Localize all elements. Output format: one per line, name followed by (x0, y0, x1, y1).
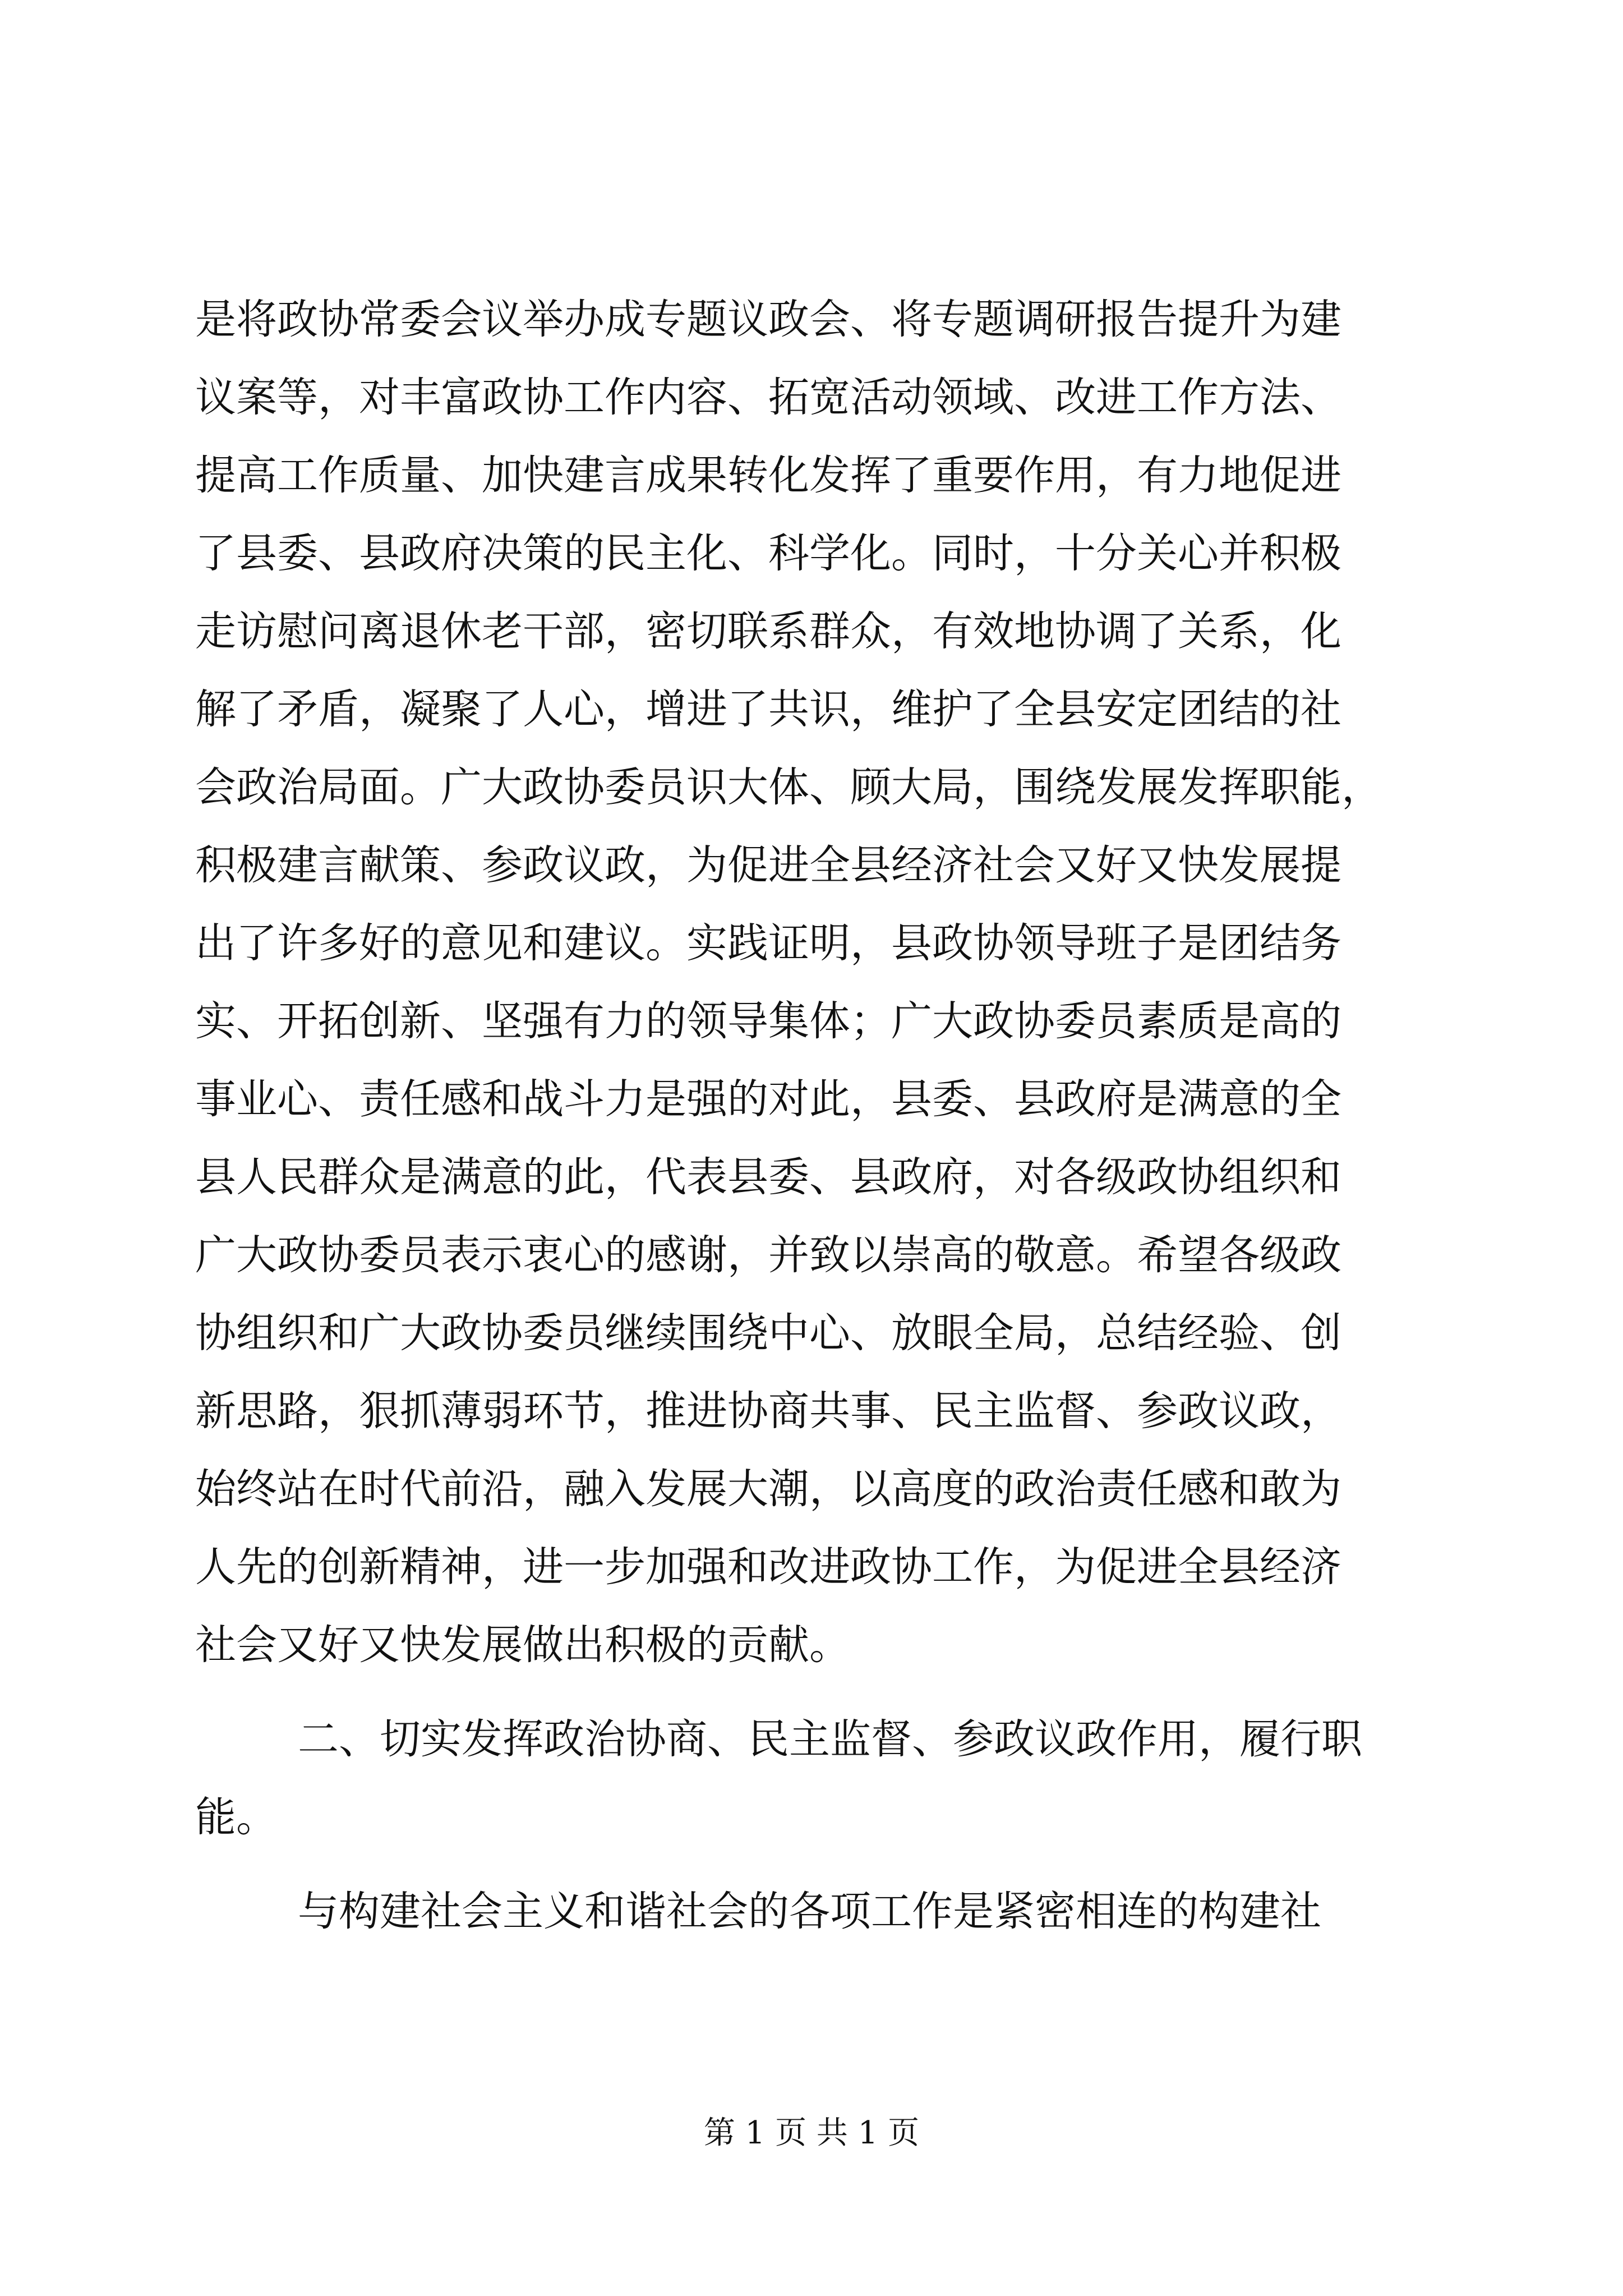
text-line: 提高工作质量、加快建言成果转化发挥了重要作用，有力地促进 (195, 452, 1341, 499)
text-line: 走访慰问离退休老干部，密切联系群众，有效地协调了关系，化 (195, 608, 1341, 655)
document-body (195, 292, 1429, 1962)
text-line: 出了许多好的意见和建议。实践证明，县政协领导班子是团结务 (195, 919, 1341, 967)
text-line: 会政治局面。广大政协委员识大体、顾大局，围绕发展发挥职能， (195, 763, 1382, 811)
text-line: 实、开拓创新、坚强有力的领导集体；广大政协委员素质是高的 (195, 997, 1341, 1045)
section-heading-line: 二、切实发挥政治协商、民主监督、参政议政作用，履行职 (298, 1715, 1362, 1763)
text-line: 了县委、县政府决策的民主化、科学化。同时，十分关心并积极 (195, 530, 1341, 577)
section-heading-line: 能。 (195, 1793, 277, 1841)
text-line: 人先的创新精神，进一步加强和改进政协工作，为促进全县经济 (195, 1543, 1341, 1591)
text-line: 解了矛盾，凝聚了人心，增进了共识，维护了全县安定团结的社 (195, 685, 1341, 733)
text-line: 议案等，对丰富政协工作内容、拓宽活动领域、改进工作方法、 (195, 374, 1341, 421)
text-line: 县人民群众是满意的此，代表县委、县政府，对各级政协组织和 (195, 1153, 1341, 1201)
text-line: 新思路，狠抓薄弱环节，推进协商共事、民主监督、参政议政， (195, 1387, 1341, 1435)
text-line: 积极建言献策、参政议政，为促进全县经济社会又好又快发展提 (195, 841, 1341, 889)
text-line: 始终站在时代前沿，融入发展大潮，以高度的政治责任感和敢为 (195, 1465, 1341, 1513)
text-line: 是将政协常委会议举办成专题议政会、将专题调研报告提升为建 (195, 296, 1341, 343)
text-line: 广大政协委员表示衷心的感谢，并致以崇高的敬意。希望各级政 (195, 1231, 1341, 1279)
paragraph-start-line: 与构建社会主义和谐社会的各项工作是紧密相连的构建社 (298, 1888, 1321, 1935)
text-line: 社会又好又快发展做出积极的贡献。 (195, 1621, 850, 1669)
text-line: 事业心、责任感和战斗力是强的对此，县委、县政府是满意的全 (195, 1075, 1341, 1123)
text-line: 协组织和广大政协委员继续围绕中心、放眼全局，总结经验、创 (195, 1309, 1341, 1357)
page-footer: 第 1 页 共 1 页 (703, 2115, 920, 2151)
